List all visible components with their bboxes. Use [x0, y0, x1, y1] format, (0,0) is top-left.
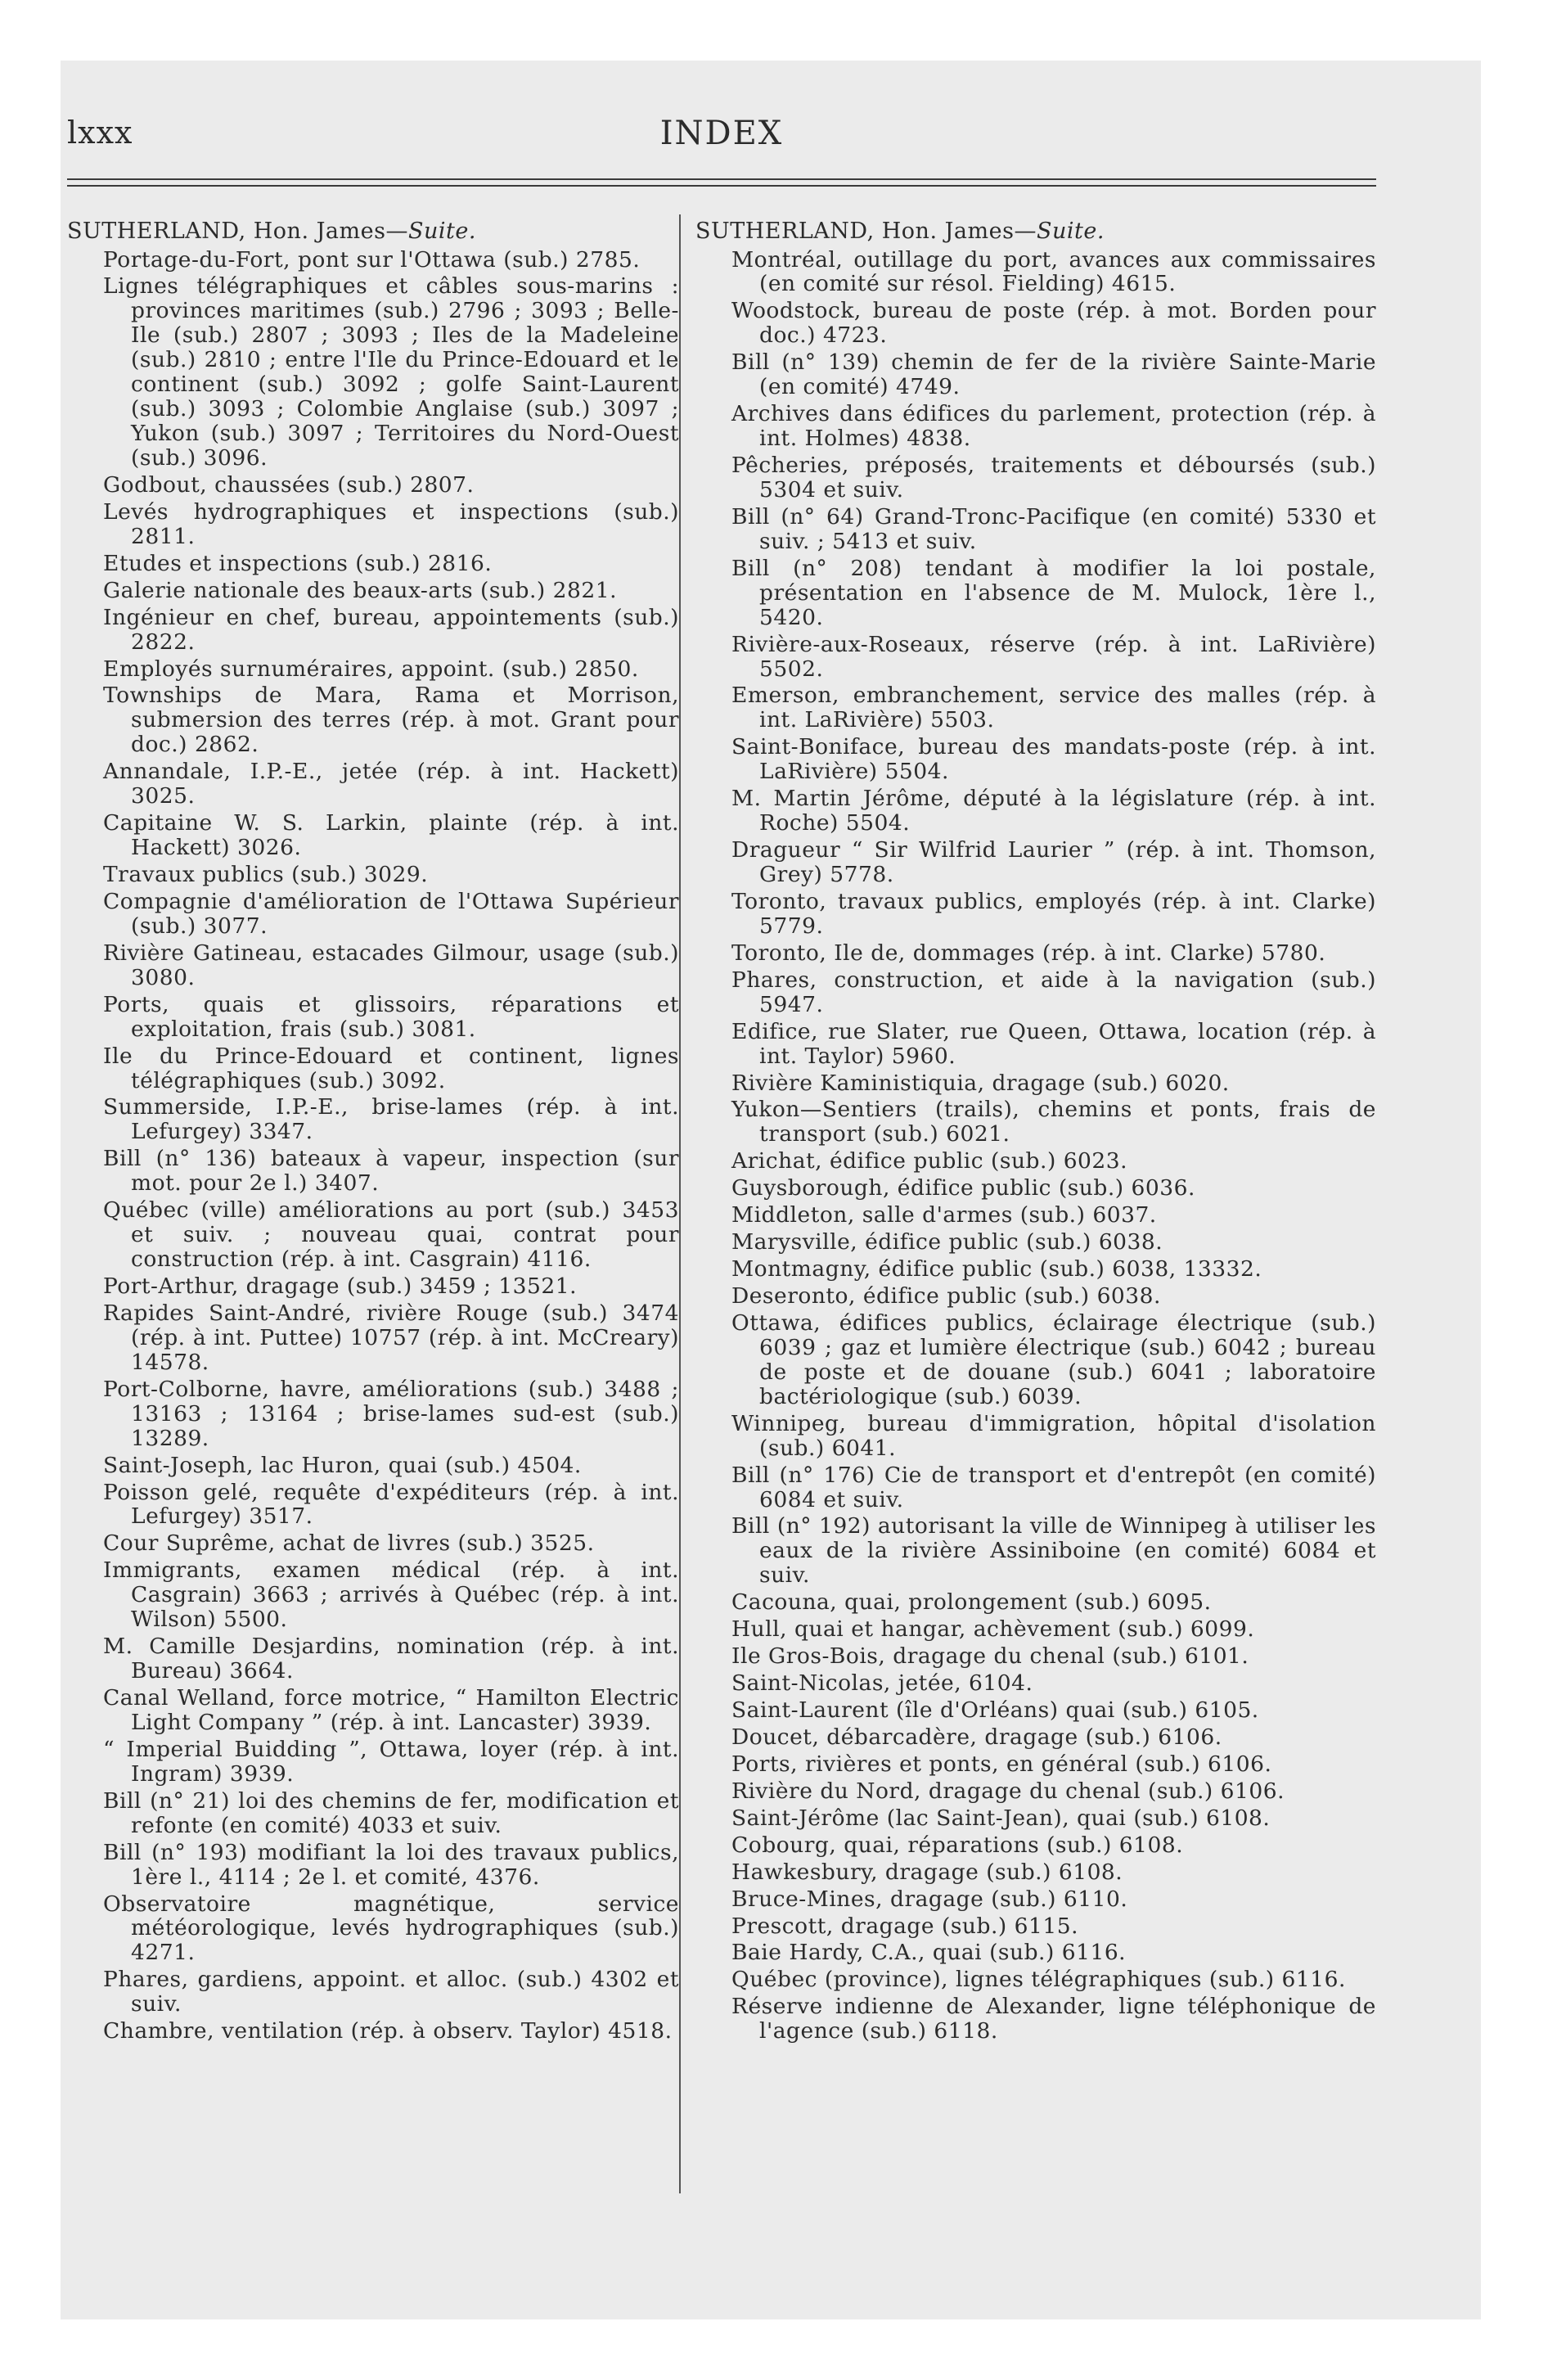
index-entry: Rapides Saint-André, rivière Rouge (sub.) 3474 (rép. à int. Puttee) 10757 (rép. à int. McCreary) 14578.: [103, 1300, 679, 1375]
index-entry: Baie Hardy, C.A., quai (sub.) 6116.: [731, 1940, 1127, 1966]
page-title: INDEX: [659, 115, 784, 152]
index-entry: Bill (n° 192) autorisant la ville de Winnipeg à utiliser les eaux de la rivière Assiniboine (en comité) 6084 et suiv.: [731, 1513, 1376, 1589]
page-number: lxxx: [67, 115, 133, 151]
index-entry: Bill (n° 208) tendant à modifier la loi postale, présentation en l'absence de M. Mulock, 1ère l., 5420.: [731, 555, 1376, 630]
index-entry: Saint-Boniface, bureau des mandats-poste (rép. à int. LaRivière) 5504.: [731, 734, 1376, 785]
index-entry: Hawkesbury, dragage (sub.) 6108.: [731, 1859, 1123, 1885]
heading-suite: Suite.: [1036, 219, 1105, 244]
index-entry: Rivière Kaministiquia, dragage (sub.) 6020.: [731, 1070, 1230, 1096]
index-entry: Bill (n° 21) loi des chemins de fer, modification et refonte (en comité) 4033 et suiv.: [103, 1787, 679, 1838]
index-entry: Doucet, débarcadère, dragage (sub.) 6106.: [731, 1724, 1222, 1750]
index-entry: Toronto, Ile de, dommages (rép. à int. Clarke) 5780.: [731, 940, 1326, 966]
index-entry: Réserve indienne de Alexander, ligne téléphonique de l'agence (sub.) 6118.: [731, 1994, 1376, 2044]
page-header: [67, 115, 1376, 164]
index-entry: Deseronto, édifice public (sub.) 6038.: [731, 1283, 1161, 1309]
index-entry: Ports, rivières et ponts, en général (sub.) 6106.: [731, 1751, 1272, 1777]
index-entry: Archives dans édifices du parlement, protection (rép. à int. Holmes) 4838.: [731, 401, 1376, 452]
index-entry: Chambre, ventilation (rép. à observ. Taylor) 4518.: [103, 2018, 673, 2044]
index-entry: “ Imperial Buidding ”, Ottawa, loyer (rép. à int. Ingram) 3939.: [103, 1736, 679, 1787]
index-entry: Compagnie d'amélioration de l'Ottawa Supérieur (sub.) 3077.: [103, 888, 679, 939]
index-entry: Levés hydrographiques et inspections (sub.) 2811.: [103, 498, 679, 549]
index-entry: Saint-Nicolas, jetée, 6104.: [731, 1670, 1033, 1697]
index-entry: Saint-Joseph, lac Huron, quai (sub.) 4504.: [103, 1452, 582, 1478]
index-entry: Saint-Laurent (île d'Orléans) quai (sub.) 6105.: [731, 1697, 1259, 1723]
index-entry: Guysborough, édifice public (sub.) 6036.: [731, 1175, 1195, 1201]
header-rule-bottom: [67, 185, 1376, 187]
index-entry: Middleton, salle d'armes (sub.) 6037.: [731, 1202, 1157, 1228]
index-entry: Bill (n° 136) bateaux à vapeur, inspection (sur mot. pour 2e l.) 3407.: [103, 1146, 679, 1197]
index-entry: Phares, gardiens, appoint. et alloc. (sub.) 4302 et suiv.: [103, 1967, 679, 2017]
index-entry: Employés surnuméraires, appoint. (sub.) 2850.: [103, 656, 639, 682]
index-entry: Rivière-aux-Roseaux, réserve (rép. à int. LaRivière) 5502.: [731, 631, 1376, 682]
index-entry: Galerie nationale des beaux-arts (sub.) 2821.: [103, 577, 618, 603]
index-entry: Québec (province), lignes télégraphiques (sub.) 6116.: [731, 1967, 1346, 1993]
index-entry: Cobourg, quai, réparations (sub.) 6108.: [731, 1832, 1184, 1858]
index-entry: Edifice, rue Slater, rue Queen, Ottawa, location (rép. à int. Taylor) 5960.: [731, 1018, 1376, 1069]
index-entry: Godbout, chaussées (sub.) 2807.: [103, 471, 475, 498]
index-column-right: [695, 219, 1376, 2046]
column-heading: [67, 219, 679, 245]
heading-name: SUTHERLAND, Hon. James—: [67, 219, 408, 244]
index-entry: Ingénieur en chef, bureau, appointements (sub.) 2822.: [103, 604, 679, 655]
index-entry: Montréal, outillage du port, avances aux commissaires (en comité sur résol. Fielding) 4615.: [731, 246, 1376, 297]
index-entry: Pêcheries, préposés, traitements et déboursés (sub.) 5304 et suiv.: [731, 453, 1376, 503]
index-entry: Ottawa, édifices publics, éclairage électrique (sub.) 6039 ; gaz et lumière électrique (sub.) 6042 ; bureau de poste et de douane (sub.) 6041 ; laboratoire bactériologique (sub.) 6039.: [731, 1309, 1376, 1409]
index-entry: Immigrants, examen médical (rép. à int. Casgrain) 3663 ; arrivés à Québec (rép. à int. Wilson) 5500.: [103, 1557, 679, 1633]
index-entry: Ports, quais et glissoirs, réparations et exploitation, frais (sub.) 3081.: [103, 991, 679, 1042]
index-entry: Dragueur “ Sir Wilfrid Laurier ” (rép. à int. Thomson, Grey) 5778.: [731, 837, 1376, 887]
heading-name: SUTHERLAND, Hon. James—: [695, 219, 1037, 244]
index-entry: Rivière du Nord, dragage du chenal (sub.) 6106.: [731, 1778, 1285, 1804]
index-entry: Bill (n° 176) Cie de transport et d'entrepôt (en comité) 6084 et suiv.: [731, 1462, 1376, 1512]
index-entry: Toronto, travaux publics, employés (rép. à int. Clarke) 5779.: [731, 888, 1376, 939]
index-entry: Montmagny, édifice public (sub.) 6038, 13332.: [731, 1256, 1262, 1282]
header-rule-top: [67, 178, 1376, 180]
index-entry: Townships de Mara, Rama et Morrison, submersion des terres (rép. à mot. Grant pour doc.) 2862.: [103, 683, 679, 758]
index-entry: Travaux publics (sub.) 3029.: [103, 862, 429, 887]
index-entry: Phares, construction, et aide à la navigation (sub.) 5947.: [731, 967, 1376, 1017]
index-entry: Bill (n° 193) modifiant la loi des travaux publics, 1ère l., 4114 ; 2e l. et comité, 4376.: [103, 1839, 679, 1890]
index-entry: Canal Welland, force motrice, “ Hamilton Electric Light Company ” (rép. à int. Lancaster) 3939.: [103, 1685, 679, 1735]
index-column-left: [67, 219, 679, 2046]
index-entry: Poisson gelé, requête d'expéditeurs (rép. à int. Lefurgey) 3517.: [103, 1479, 679, 1530]
index-entry: Portage-du-Fort, pont sur l'Ottawa (sub.) 2785.: [103, 246, 641, 273]
column-divider: [679, 214, 681, 2193]
index-entry: Emerson, embranchement, service des malles (rép. à int. LaRivière) 5503.: [731, 683, 1376, 733]
index-entry: Summerside, I.P.-E., brise-lames (rép. à int. Lefurgey) 3347.: [103, 1094, 679, 1145]
index-entry: Woodstock, bureau de poste (rép. à mot. Borden pour doc.) 4723.: [731, 298, 1376, 349]
index-entry: Bill (n° 64) Grand-Tronc-Pacifique (en comité) 5330 et suiv. ; 5413 et suiv.: [731, 503, 1376, 554]
index-entry: Marysville, édifice public (sub.) 6038.: [731, 1229, 1163, 1255]
column-heading: [695, 219, 1376, 245]
index-entry: Annandale, I.P.-E., jetée (rép. à int. Hackett) 3025.: [103, 759, 679, 809]
index-entry: M. Martin Jérôme, député à la législature (rép. à int. Roche) 5504.: [731, 786, 1376, 836]
index-entry: Rivière Gatineau, estacades Gilmour, usage (sub.) 3080.: [103, 940, 679, 990]
index-entry: Cour Suprême, achat de livres (sub.) 3525.: [103, 1530, 595, 1557]
index-entry: M. Camille Desjardins, nomination (rép. à int. Bureau) 3664.: [103, 1634, 679, 1684]
index-entry: Saint-Jérôme (lac Saint-Jean), quai (sub.) 6108.: [731, 1805, 1271, 1831]
heading-suite: Suite.: [407, 219, 476, 244]
index-entry: Ile Gros-Bois, dragage du chenal (sub.) 6101.: [731, 1643, 1249, 1670]
index-entry: Ile du Prince-Edouard et continent, lignes télégraphiques (sub.) 3092.: [103, 1043, 679, 1093]
index-entry: Québec (ville) améliorations au port (sub.) 3453 et suiv. ; nouveau quai, contrat pour construction (rép. à int. Casgrain) 4116.: [103, 1197, 679, 1273]
index-entry: Winnipeg, bureau d'immigration, hôpital d'isolation (sub.) 6041.: [731, 1410, 1376, 1461]
index-entry: Prescott, dragage (sub.) 6115.: [731, 1913, 1079, 1939]
index-entry: Observatoire magnétique, service météorologique, levés hydrographiques (sub.) 4271.: [103, 1891, 679, 1966]
index-entry: Arichat, édifice public (sub.) 6023.: [731, 1148, 1128, 1174]
index-entry: Bill (n° 139) chemin de fer de la rivière Sainte-Marie (en comité) 4749.: [731, 349, 1376, 400]
index-entry: Port-Arthur, dragage (sub.) 3459 ; 13521.: [103, 1273, 578, 1299]
index-entry: Hull, quai et hangar, achèvement (sub.) 6099.: [731, 1616, 1255, 1643]
index-entry: Yukon—Sentiers (trails), chemins et ponts, frais de transport (sub.) 6021.: [731, 1097, 1376, 1147]
index-entry: Capitaine W. S. Larkin, plainte (rép. à int. Hackett) 3026.: [103, 810, 679, 861]
index-entry: Port-Colborne, havre, améliorations (sub.) 3488 ; 13163 ; 13164 ; brise-lames sud-est (sub.) 13289.: [103, 1376, 679, 1451]
index-entry: Cacouna, quai, prolongement (sub.) 6095.: [731, 1589, 1212, 1616]
index-entry: Etudes et inspections (sub.) 2816.: [103, 550, 493, 576]
index-entry: Bruce-Mines, dragage (sub.) 6110.: [731, 1886, 1128, 1912]
index-entry: Lignes télégraphiques et câbles sous-marins : provinces maritimes (sub.) 2796 ; 3093 ; Belle-Ile (sub.) 2807 ; 3093 ; Iles de la Madeleine (sub.) 2810 ; entre l'Ile du Prince-Edouard et le continent (sub.) 3092 ; golfe Saint-Laurent (sub.) 3093 ; Colombie Anglaise (sub.) 3097 ; Yukon (sub.) 3097 ; Territoires du Nord-Ouest (sub.) 3096.: [103, 273, 679, 471]
